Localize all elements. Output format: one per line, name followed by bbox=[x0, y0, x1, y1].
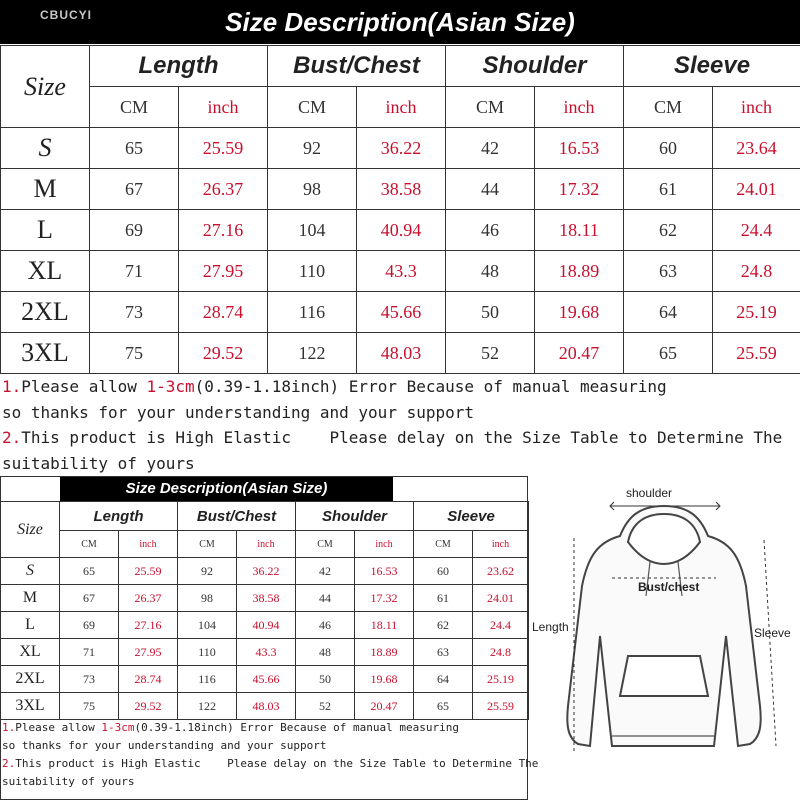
note-number: 1. bbox=[2, 377, 21, 396]
inch-value: 18.89 bbox=[355, 639, 414, 666]
table-row bbox=[1, 585, 529, 612]
inch-value: 40.94 bbox=[357, 210, 446, 251]
cm-value: 116 bbox=[178, 666, 237, 693]
cm-value: 42 bbox=[446, 128, 535, 169]
cm-value: 65 bbox=[624, 333, 713, 374]
small-size-table bbox=[0, 501, 529, 720]
length-header: Length bbox=[60, 502, 178, 531]
cm-value: 50 bbox=[446, 292, 535, 333]
note-text: Please allow bbox=[21, 377, 146, 396]
cm-value: 65 bbox=[414, 693, 473, 720]
unit-cm: CM bbox=[60, 531, 119, 558]
inch-value: 25.59 bbox=[713, 333, 800, 374]
cm-value: 104 bbox=[178, 612, 237, 639]
table-row bbox=[1, 693, 529, 720]
length-label: Length bbox=[532, 620, 569, 634]
inch-value: 43.3 bbox=[357, 251, 446, 292]
cm-value: 64 bbox=[624, 292, 713, 333]
unit-inch: inch bbox=[357, 87, 446, 128]
cm-value: 92 bbox=[268, 128, 357, 169]
size-table bbox=[0, 45, 800, 374]
note-text: This product is High Elastic Please delay on the Size Table to Determine The bbox=[15, 757, 538, 770]
note-number: 1. bbox=[2, 721, 15, 734]
notes bbox=[2, 374, 800, 476]
inch-value: 24.8 bbox=[473, 639, 529, 666]
cm-value: 110 bbox=[268, 251, 357, 292]
table-row bbox=[1, 612, 529, 639]
note-number: 2. bbox=[2, 757, 15, 770]
inch-value: 17.32 bbox=[355, 585, 414, 612]
cm-value: 61 bbox=[414, 585, 473, 612]
unit-cm: CM bbox=[624, 87, 713, 128]
cm-value: 69 bbox=[90, 210, 179, 251]
inch-value: 18.11 bbox=[535, 210, 624, 251]
note-highlight: 1-3cm bbox=[147, 377, 195, 396]
note-number: 2. bbox=[2, 428, 21, 447]
length-header: Length bbox=[90, 46, 268, 87]
cm-value: 62 bbox=[624, 210, 713, 251]
cm-value: 46 bbox=[296, 612, 355, 639]
cm-value: 116 bbox=[268, 292, 357, 333]
size-cell: XL bbox=[1, 251, 90, 292]
cm-value: 92 bbox=[178, 558, 237, 585]
cm-value: 61 bbox=[624, 169, 713, 210]
inch-value: 24.01 bbox=[713, 169, 800, 210]
cm-value: 63 bbox=[624, 251, 713, 292]
cm-value: 52 bbox=[446, 333, 535, 374]
inch-value: 25.19 bbox=[473, 666, 529, 693]
inch-value: 45.66 bbox=[237, 666, 296, 693]
size-cell: 3XL bbox=[1, 333, 90, 374]
size-cell: S bbox=[1, 128, 90, 169]
unit-cm: CM bbox=[178, 531, 237, 558]
hoodie-diagram bbox=[528, 476, 800, 800]
unit-cm: CM bbox=[296, 531, 355, 558]
shoulder-label: shoulder bbox=[626, 486, 672, 500]
inch-value: 25.19 bbox=[713, 292, 800, 333]
cm-value: 104 bbox=[268, 210, 357, 251]
unit-inch: inch bbox=[713, 87, 800, 128]
table-row bbox=[1, 128, 800, 169]
note-text: so thanks for your understanding and your support bbox=[2, 737, 528, 755]
inch-value: 29.52 bbox=[179, 333, 268, 374]
inch-value: 27.16 bbox=[119, 612, 178, 639]
note-text: so thanks for your understanding and your support bbox=[2, 400, 800, 426]
size-cell: L bbox=[1, 612, 60, 639]
bust-header: Bust/Chest bbox=[178, 502, 296, 531]
size-cell: 2XL bbox=[1, 292, 90, 333]
table-row bbox=[1, 666, 529, 693]
inch-value: 20.47 bbox=[535, 333, 624, 374]
inch-value: 28.74 bbox=[119, 666, 178, 693]
shoulder-header: Shoulder bbox=[446, 46, 624, 87]
inch-value: 48.03 bbox=[357, 333, 446, 374]
cm-value: 75 bbox=[90, 333, 179, 374]
inch-value: 27.16 bbox=[179, 210, 268, 251]
table-row bbox=[1, 210, 800, 251]
sleeve-header: Sleeve bbox=[414, 502, 529, 531]
cm-value: 69 bbox=[60, 612, 119, 639]
cm-value: 62 bbox=[414, 612, 473, 639]
inch-value: 40.94 bbox=[237, 612, 296, 639]
cm-value: 98 bbox=[268, 169, 357, 210]
inch-value: 24.4 bbox=[473, 612, 529, 639]
note-text: suitability of yours bbox=[2, 451, 800, 477]
inch-value: 24.01 bbox=[473, 585, 529, 612]
inch-value: 17.32 bbox=[535, 169, 624, 210]
unit-inch: inch bbox=[237, 531, 296, 558]
cm-value: 50 bbox=[296, 666, 355, 693]
cm-value: 122 bbox=[178, 693, 237, 720]
bust-label: Bust/chest bbox=[638, 580, 699, 594]
size-cell: S bbox=[1, 558, 60, 585]
inch-value: 18.89 bbox=[535, 251, 624, 292]
cm-value: 65 bbox=[60, 558, 119, 585]
note-text: This product is High Elastic Please delay on the Size Table to Determine The bbox=[21, 428, 782, 447]
unit-cm: CM bbox=[414, 531, 473, 558]
size-header: Size bbox=[1, 502, 60, 558]
sleeve-label: Sleeve bbox=[754, 626, 791, 640]
cm-value: 60 bbox=[624, 128, 713, 169]
inch-value: 26.37 bbox=[179, 169, 268, 210]
size-cell: 2XL bbox=[1, 666, 60, 693]
inch-value: 29.52 bbox=[119, 693, 178, 720]
unit-cm: CM bbox=[446, 87, 535, 128]
cm-value: 67 bbox=[90, 169, 179, 210]
inch-value: 43.3 bbox=[237, 639, 296, 666]
note-highlight: 1-3cm bbox=[101, 721, 134, 734]
size-header: Size bbox=[1, 46, 90, 128]
inch-value: 16.53 bbox=[535, 128, 624, 169]
cm-value: 44 bbox=[296, 585, 355, 612]
main-title: Size Description(Asian Size) bbox=[0, 0, 800, 44]
cm-value: 44 bbox=[446, 169, 535, 210]
inch-value: 48.03 bbox=[237, 693, 296, 720]
table-row bbox=[1, 558, 529, 585]
unit-inch: inch bbox=[473, 531, 529, 558]
cm-value: 71 bbox=[60, 639, 119, 666]
unit-inch: inch bbox=[179, 87, 268, 128]
inch-value: 26.37 bbox=[119, 585, 178, 612]
inch-value: 28.74 bbox=[179, 292, 268, 333]
cm-value: 71 bbox=[90, 251, 179, 292]
bust-header: Bust/Chest bbox=[268, 46, 446, 87]
table-row bbox=[1, 169, 800, 210]
inch-value: 19.68 bbox=[535, 292, 624, 333]
cm-value: 42 bbox=[296, 558, 355, 585]
inch-value: 25.59 bbox=[179, 128, 268, 169]
small-notes bbox=[2, 719, 528, 791]
inch-value: 45.66 bbox=[357, 292, 446, 333]
unit-inch: inch bbox=[355, 531, 414, 558]
shoulder-header: Shoulder bbox=[296, 502, 414, 531]
note-text: suitability of yours bbox=[2, 773, 528, 791]
cm-value: 122 bbox=[268, 333, 357, 374]
size-cell: 3XL bbox=[1, 693, 60, 720]
inch-value: 20.47 bbox=[355, 693, 414, 720]
cm-value: 65 bbox=[90, 128, 179, 169]
cm-value: 48 bbox=[446, 251, 535, 292]
inch-value: 19.68 bbox=[355, 666, 414, 693]
size-cell: M bbox=[1, 585, 60, 612]
note-text: (0.39-1.18inch) Error Because of manual measuring bbox=[195, 377, 667, 396]
inch-value: 18.11 bbox=[355, 612, 414, 639]
note-text: (0.39-1.18inch) Error Because of manual measuring bbox=[134, 721, 459, 734]
cm-value: 63 bbox=[414, 639, 473, 666]
inch-value: 27.95 bbox=[119, 639, 178, 666]
cm-value: 98 bbox=[178, 585, 237, 612]
inch-value: 36.22 bbox=[237, 558, 296, 585]
size-cell: M bbox=[1, 169, 90, 210]
cm-value: 73 bbox=[60, 666, 119, 693]
small-title: Size Description(Asian Size) bbox=[60, 477, 393, 501]
cm-value: 67 bbox=[60, 585, 119, 612]
cm-value: 73 bbox=[90, 292, 179, 333]
inch-value: 23.64 bbox=[713, 128, 800, 169]
size-cell: XL bbox=[1, 639, 60, 666]
table-row bbox=[1, 292, 800, 333]
table-row bbox=[1, 333, 800, 374]
table-row bbox=[1, 639, 529, 666]
cm-value: 64 bbox=[414, 666, 473, 693]
cm-value: 46 bbox=[446, 210, 535, 251]
unit-cm: CM bbox=[268, 87, 357, 128]
inch-value: 27.95 bbox=[179, 251, 268, 292]
size-cell: L bbox=[1, 210, 90, 251]
brand-watermark: CBUCYI bbox=[40, 8, 92, 22]
inch-value: 38.58 bbox=[237, 585, 296, 612]
inch-value: 23.62 bbox=[473, 558, 529, 585]
unit-inch: inch bbox=[535, 87, 624, 128]
note-text: Please allow bbox=[15, 721, 101, 734]
inch-value: 25.59 bbox=[473, 693, 529, 720]
cm-value: 60 bbox=[414, 558, 473, 585]
table-row bbox=[1, 251, 800, 292]
unit-inch: inch bbox=[119, 531, 178, 558]
inch-value: 24.8 bbox=[713, 251, 800, 292]
sleeve-header: Sleeve bbox=[624, 46, 800, 87]
inch-value: 38.58 bbox=[357, 169, 446, 210]
unit-cm: CM bbox=[90, 87, 179, 128]
cm-value: 52 bbox=[296, 693, 355, 720]
cm-value: 48 bbox=[296, 639, 355, 666]
cm-value: 110 bbox=[178, 639, 237, 666]
inch-value: 36.22 bbox=[357, 128, 446, 169]
inch-value: 25.59 bbox=[119, 558, 178, 585]
inch-value: 16.53 bbox=[355, 558, 414, 585]
cm-value: 75 bbox=[60, 693, 119, 720]
inch-value: 24.4 bbox=[713, 210, 800, 251]
